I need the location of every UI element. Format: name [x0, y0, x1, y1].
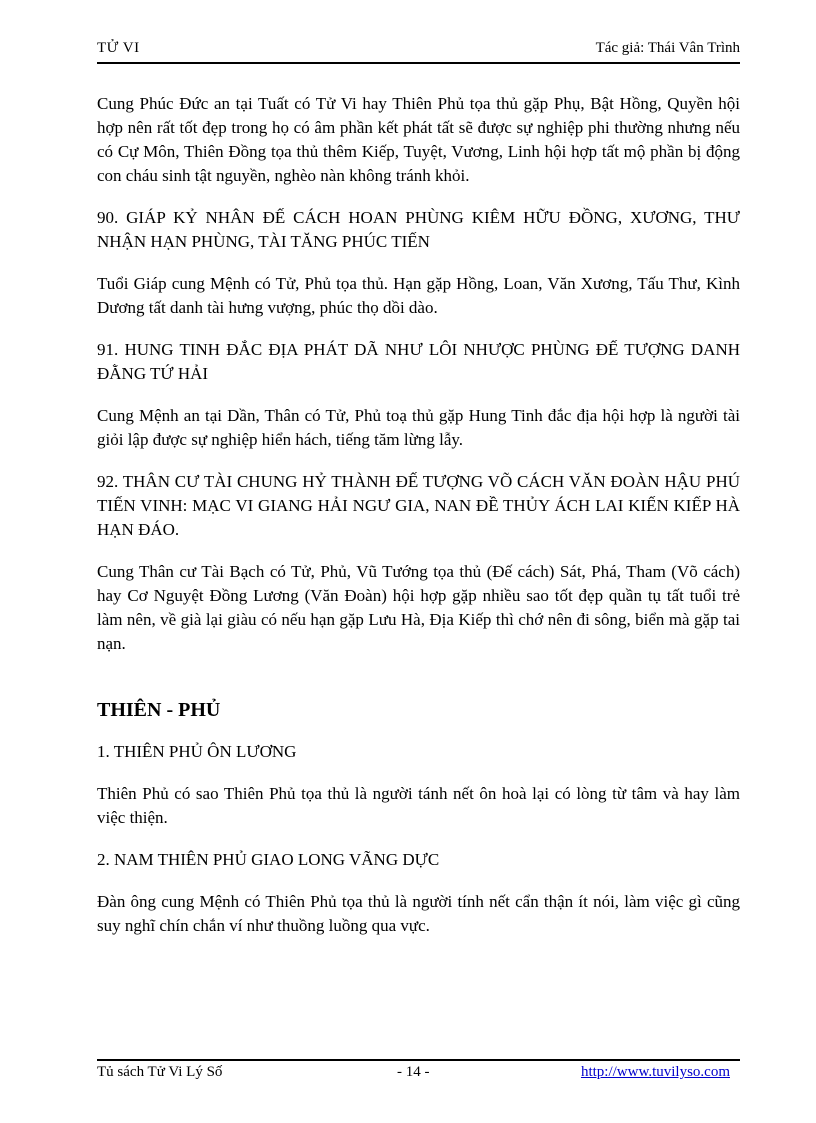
page-content — [97, 92, 740, 956]
footer-book-title: Tủ sách Tử Vi Lý Số — [97, 1064, 223, 1080]
item-heading-1: 1. THIÊN PHỦ ÔN LƯƠNG — [97, 742, 297, 761]
paragraph: Cung Thân cư Tài Bạch có Tử, Phủ, Vũ Tướng tọa thủ (Đế cách) Sát, Phá, Tham (Võ cách) hay Cơ Nguyệt Đồng Lương (Văn Đoàn) hội hợp gặp nhiều sao tốt đẹp quần tụ tất tuổi trẻ làm nên, về già lại giàu có nếu hạn gặp Lưu Hà, Địa Kiếp thì chớ nên đi sông, biển mà gặp tai nạn. — [97, 562, 740, 653]
paragraph: Cung Mệnh an tại Dần, Thân có Tử, Phủ toạ thủ gặp Hung Tinh đắc địa hội hợp là người tài giỏi lập được sự nghiệp hiển hách, tiếng tăm lừng lẫy. — [97, 406, 740, 449]
page-number: - 14 - — [397, 1064, 430, 1080]
header-author: Tác giả: Thái Vân Trình — [595, 40, 740, 56]
paragraph: Đàn ông cung Mệnh có Thiên Phủ tọa thủ là người tính nết cẩn thận ít nói, làm việc gì cũng suy nghĩ chín chắn ví như thuồng luồng qua vực. — [97, 892, 740, 935]
page-header — [97, 36, 740, 64]
item-heading-92: 92. THÂN CƯ TÀI CHUNG HỶ THÀNH ĐẾ TƯỢNG VÕ CÁCH VĂN ĐOÀN HẬU PHÚ TIẾN VINH: MẠC VI GIANG HẢI NGƯ GIA, NAN ĐỀ THỦY ÁCH LAI KIẾN KIẾP HÀ HẠN ĐÁO. — [97, 472, 740, 539]
paragraph: Cung Phúc Đức an tại Tuất có Tử Vi hay Thiên Phủ tọa thủ gặp Phụ, Bật Hồng, Quyền hội hợp nên rất tốt đẹp trong họ có âm phần kết phát tất sẽ được sự nghiệp phi thường nhưng nếu có Cự Môn, Thiên Đồng tọa thủ thêm Kiếp, Tuyệt, Vương, Linh hội hợp tất mộ phần bị động con cháu sinh tật nguyền, nghèo nàn không tránh khỏi. — [97, 94, 740, 185]
paragraph: Thiên Phủ có sao Thiên Phủ tọa thủ là người tánh nết ôn hoà lại có lòng từ tâm và hay làm việc thiện. — [97, 784, 740, 827]
website-link[interactable]: http://www.tuvilyso.com — [580, 1064, 730, 1080]
paragraph: Tuổi Giáp cung Mệnh có Tử, Phủ tọa thủ. Hạn gặp Hồng, Loan, Văn Xương, Tấu Thư, Kình Dương tất danh tài hưng vượng, phúc thọ dồi dào. — [97, 274, 740, 317]
item-heading-91: 91. HUNG TINH ĐẮC ĐỊA PHÁT DÃ NHƯ LÔI NHƯỢC PHÙNG ĐẾ TƯỢNG DANH ĐẰNG TỨ HẢI — [97, 340, 740, 383]
item-heading-90: 90. GIÁP KỶ NHÂN ĐẾ CÁCH HOAN PHÙNG KIÊM HỮU ĐỒNG, XƯƠNG, THƯ NHẬN HẠN PHÙNG, TÀI TĂNG PHÚC TIẾN — [97, 208, 740, 251]
header-title: TỬ VI — [97, 40, 140, 56]
section-title: THIÊN - PHỦ — [97, 699, 221, 721]
page-footer — [97, 1059, 740, 1085]
item-heading-2: 2. NAM THIÊN PHỦ GIAO LONG VÃNG DỰC — [97, 850, 440, 869]
